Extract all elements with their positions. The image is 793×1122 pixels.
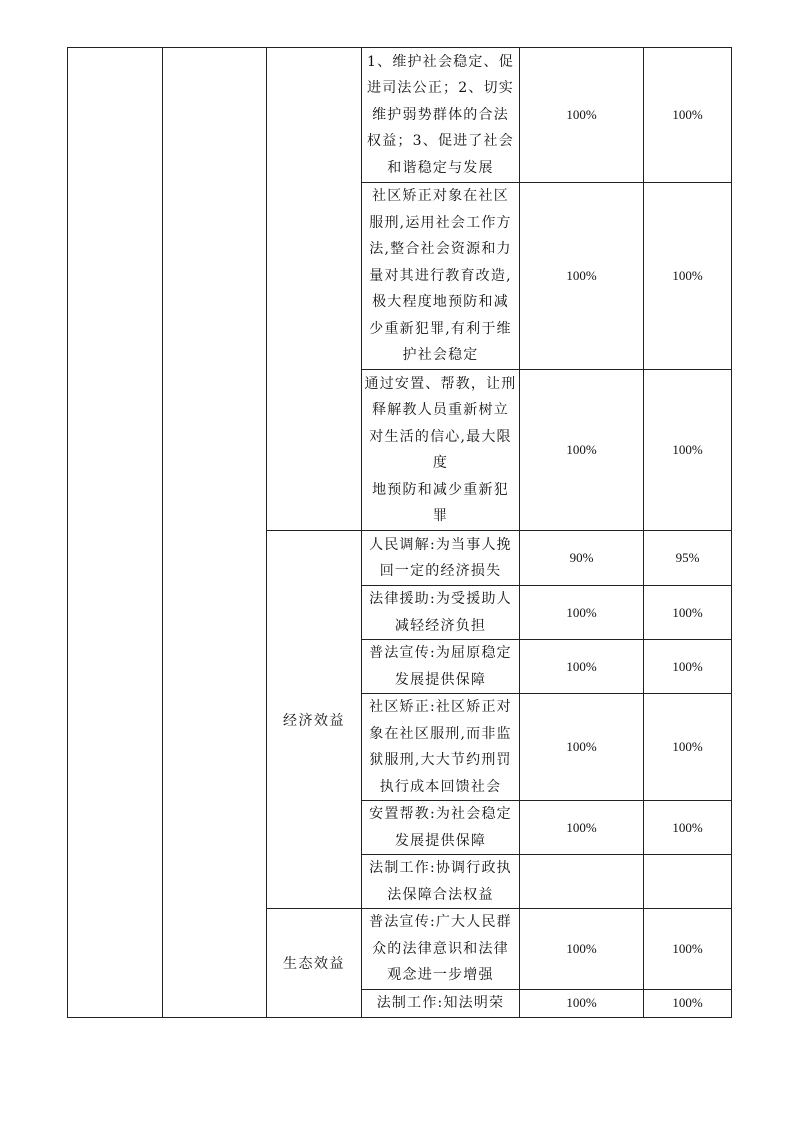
actual-value-cell: 100% <box>644 640 732 694</box>
indicator-cell: 普法宣传:为屈原稳定 发展提供保障 <box>362 640 520 694</box>
level2-indicator-cell <box>163 48 267 1018</box>
indicator-cell: 1、维护社会稳定、促 进司法公正；2、切实 维护弱势群体的合法 权益；3、促进了社会 和谐稳定与发展 <box>362 48 520 183</box>
level1-indicator-cell <box>68 48 163 1018</box>
indicator-cell: 社区矫正对象在社区 服刑,运用社会工作方 法,整合社会资源和力 量对其进行教育改造, 极大程度地预防和减 少重新犯罪,有利于维 护社会稳定 <box>362 183 520 370</box>
category-cell-ecological: 生态效益 <box>267 909 362 1018</box>
target-value-cell: 100% <box>520 640 644 694</box>
actual-value-cell: 100% <box>644 48 732 183</box>
indicator-cell: 法制工作:协调行政执 法保障合法权益 <box>362 855 520 909</box>
target-value-cell: 100% <box>520 990 644 1018</box>
table-row <box>68 48 732 183</box>
target-value-cell: 100% <box>520 183 644 370</box>
indicator-cell: 普法宣传:广大人民群 众的法律意识和法律 观念进一步增强 <box>362 909 520 990</box>
target-value-cell: 100% <box>520 694 644 801</box>
indicator-cell: 法律援助:为受援助人 减轻经济负担 <box>362 586 520 640</box>
actual-value-cell: 100% <box>644 183 732 370</box>
target-value-cell: 100% <box>520 801 644 855</box>
category-cell-economic: 经济效益 <box>267 531 362 909</box>
target-value-cell: 100% <box>520 586 644 640</box>
indicator-cell: 安置帮教:为社会稳定 发展提供保障 <box>362 801 520 855</box>
category-cell-social-continued <box>267 48 362 531</box>
actual-value-cell: 100% <box>644 801 732 855</box>
actual-value-cell: 100% <box>644 694 732 801</box>
indicator-cell: 法制工作:知法明荣 <box>362 990 520 1018</box>
actual-value-cell <box>644 855 732 909</box>
performance-indicator-table <box>67 47 732 1018</box>
target-value-cell: 90% <box>520 531 644 586</box>
indicator-cell: 社区矫正:社区矫正对 象在社区服刑,而非监 狱服刑,大大节约刑罚 执行成本回馈社会 <box>362 694 520 801</box>
target-value-cell <box>520 855 644 909</box>
actual-value-cell: 95% <box>644 531 732 586</box>
actual-value-cell: 100% <box>644 586 732 640</box>
actual-value-cell: 100% <box>644 990 732 1018</box>
indicator-cell: 人民调解:为当事人挽 回一定的经济损失 <box>362 531 520 586</box>
target-value-cell: 100% <box>520 909 644 990</box>
target-value-cell: 100% <box>520 370 644 531</box>
actual-value-cell: 100% <box>644 909 732 990</box>
target-value-cell: 100% <box>520 48 644 183</box>
indicator-cell: 通过安置、帮教，让刑 释解教人员重新树立 对生活的信心,最大限 度 地预防和减少重新犯 罪 <box>362 370 520 531</box>
actual-value-cell: 100% <box>644 370 732 531</box>
